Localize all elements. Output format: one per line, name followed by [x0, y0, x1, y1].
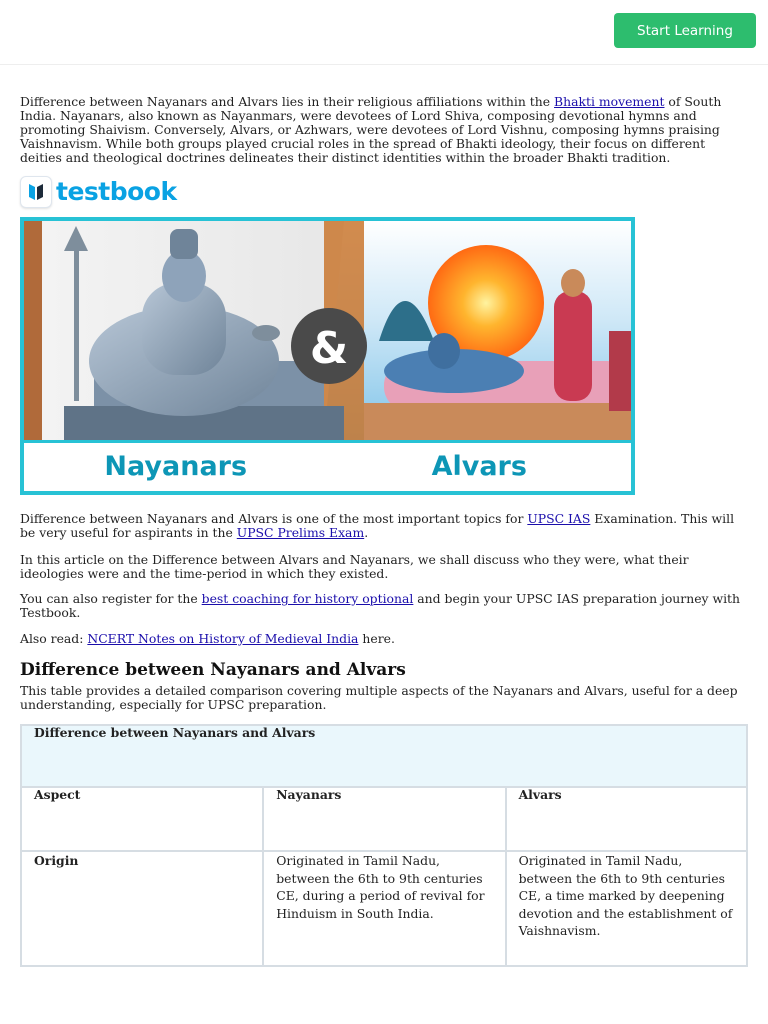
table-caption: Difference between Nayanars and Alvars [21, 725, 747, 787]
testbook-wordmark: testbook [56, 177, 177, 206]
banner-caption-alvars: Alvars [431, 451, 527, 482]
top-navigation-bar [0, 0, 768, 65]
intro-text-start: Difference between Nayanars and Alvars lies in their religious affiliations within the [20, 94, 555, 109]
start-learning-button[interactable]: Start Learning [614, 13, 756, 48]
header-nayanars: Nayanars [263, 787, 505, 851]
article-content [20, 94, 750, 967]
also-read-label: Also read: [20, 631, 88, 646]
testbook-logo [20, 176, 750, 208]
intro-paragraph [20, 95, 750, 165]
history-optional-coaching-link[interactable]: best coaching for history optional [201, 591, 414, 606]
register-text-start: You can also register for the [20, 591, 202, 606]
header-aspect: Aspect [21, 787, 263, 851]
cell-nayanars-origin: Originated in Tamil Nadu, between the 6th to 9th centuries CE, during a period of revival for Hinduism in South India. [263, 851, 505, 966]
header-alvars: Alvars [506, 787, 747, 851]
bhakti-movement-link[interactable]: Bhakti movement [554, 94, 665, 109]
ncert-medieval-history-link[interactable]: NCERT Notes on History of Medieval India [87, 631, 359, 646]
important-text-start: Difference between Nayanars and Alvars is one of the most important topics for [20, 511, 528, 526]
comparison-table [20, 724, 748, 967]
cell-aspect-origin: Origin [21, 851, 263, 966]
upsc-ias-link[interactable]: UPSC IAS [527, 511, 591, 526]
upsc-prelims-exam-link[interactable]: UPSC Prelims Exam [236, 525, 365, 540]
important-text-middle: Examination. This will be very useful for aspirants in the [20, 511, 735, 540]
important-topic-paragraph [20, 512, 750, 540]
table-header-row [21, 787, 747, 851]
table-row [21, 851, 747, 966]
register-paragraph [20, 592, 750, 620]
table-caption-row [21, 725, 747, 787]
testbook-logo-icon [20, 176, 52, 208]
nayanars-alvars-banner [20, 217, 635, 495]
banner-caption-nayanars: Nayanars [104, 451, 248, 482]
banner-illustration [24, 221, 631, 440]
article-overview-paragraph: In this article on the Difference between Alvars and Nayanars, we shall discuss who they were, what their ideologies were and the time-period in which they existed. [20, 552, 689, 581]
banner-caption [24, 440, 631, 491]
also-read-end: here. [358, 631, 395, 646]
table-intro-paragraph: This table provides a detailed comparison covering multiple aspects of the Nayanars and Alvars, useful for a deep understanding, especially for UPSC preparation. [20, 683, 738, 712]
intro-text-end: of South India. Nayanars, also known as Nayanmars, were devotees of Lord Shiva, composing devotional hymns and promoting Shaivism. Conversely, Alvars, or Azhwars, were devotees of Lord Vishnu, composing hymns praising Vaishnavism. While both groups played crucial roles in the spread of Bhakti ideology, their focus on different deities and theological doctrines delineates their distinct identities within the broader Bhakti tradition. [20, 94, 722, 165]
important-text-end: . [364, 525, 369, 540]
cell-alvars-origin: Originated in Tamil Nadu, between the 6th to 9th centuries CE, a time marked by deepening devotion and the establishment of Vaishnavism. [506, 851, 747, 966]
section-heading: Difference between Nayanars and Alvars [20, 660, 406, 680]
register-text-end: and begin your UPSC IAS preparation journey with Testbook. [20, 591, 740, 620]
also-read-paragraph [20, 632, 750, 646]
ampersand-badge: & [309, 323, 349, 374]
